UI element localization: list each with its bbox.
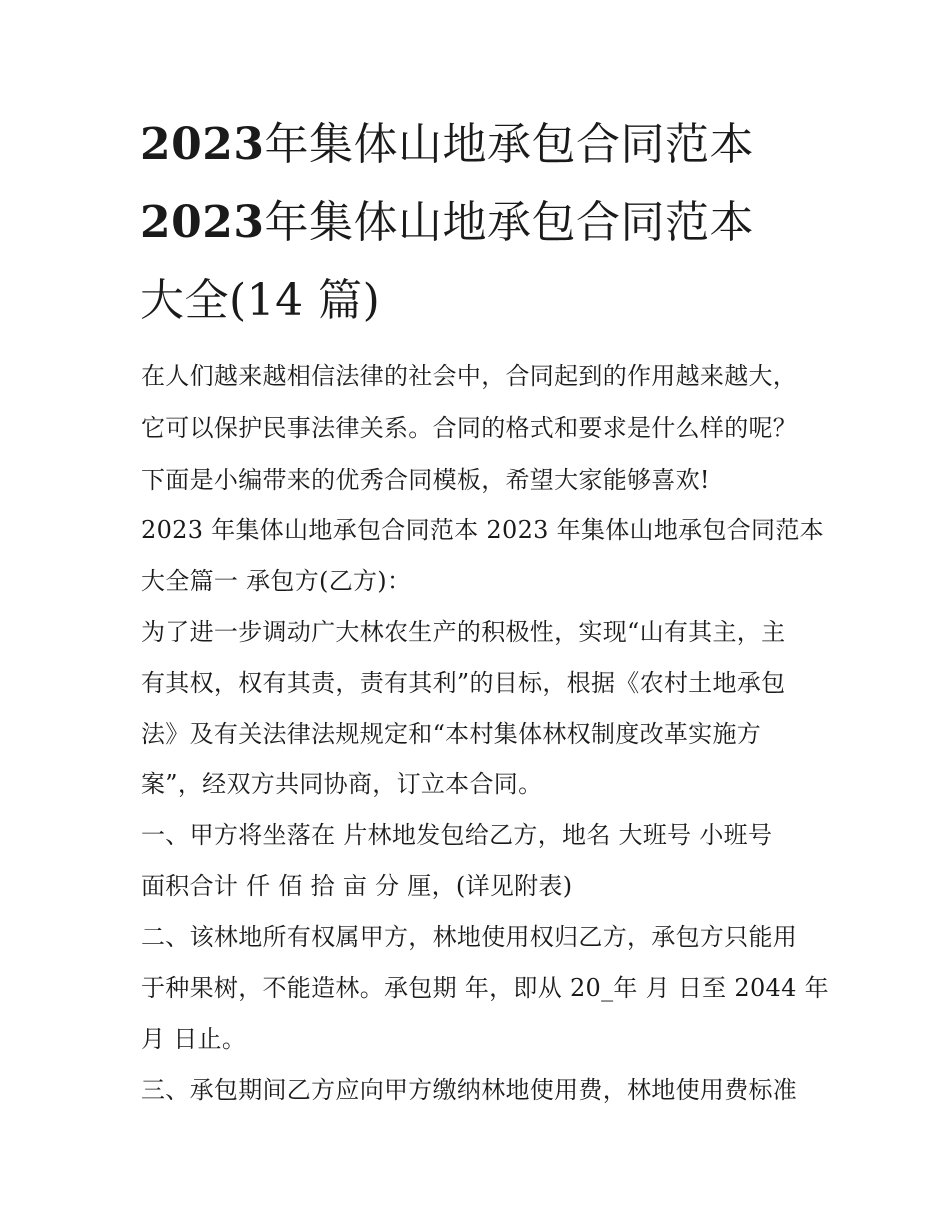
body-line-5: 大全篇一 承包方(乙方)： [141, 567, 412, 595]
body-line-13: 于种果树，不能造林。承包期 年，即从 20_年 月 日至 2044 年 [141, 974, 829, 1002]
body-line-14: 月 日止。 [141, 1025, 247, 1053]
body-line-4: 2023 年集体山地承包合同范本 2023 年集体山地承包合同范本 [141, 516, 824, 544]
title-year: 2023 [140, 197, 265, 248]
body-line-10: 一、甲方将坐落在 片林地发包给乙方，地名 大班号 小班号 [141, 821, 773, 849]
title-text: 大全(14 篇) [140, 275, 381, 326]
title-line-3 [140, 262, 830, 340]
body-line-6: 为了进一步调动广大林农生产的积极性，实现“山有其主，主 [141, 618, 786, 646]
title-year: 2023 [140, 119, 265, 170]
body-line-12: 二、该林地所有权属甲方，林地使用权归乙方，承包方只能用 [141, 923, 798, 951]
body-line-7: 有其权，权有其责，责有其利”的目标，根据《农村土地承包 [141, 669, 786, 697]
body-line-3: 下面是小编带来的优秀合同模板，希望大家能够喜欢! [141, 466, 710, 494]
body-line-8: 法》及有关法律法规规定和“本村集体林权制度改革实施方 [141, 720, 762, 748]
title-text: 年集体山地承包合同范本 [264, 119, 754, 170]
body-line-9: 案”，经双方共同协商，订立本合同。 [141, 770, 543, 798]
body-line-1: 在人们越来越相信法律的社会中，合同起到的作用越来越大， [141, 362, 798, 390]
title-text: 年集体山地承包合同范本 [264, 197, 754, 248]
title-line-2 [140, 184, 830, 262]
body-line-2: 它可以保护民事法律关系。合同的格式和要求是什么样的呢？ [141, 414, 798, 442]
body-line-11: 面积合计 仟 佰 拾 亩 分 厘，(详见附表) [141, 872, 573, 900]
title-line-1 [140, 106, 830, 184]
body-line-15: 三、承包期间乙方应向甲方缴纳林地使用费，林地使用费标准 [141, 1076, 798, 1104]
